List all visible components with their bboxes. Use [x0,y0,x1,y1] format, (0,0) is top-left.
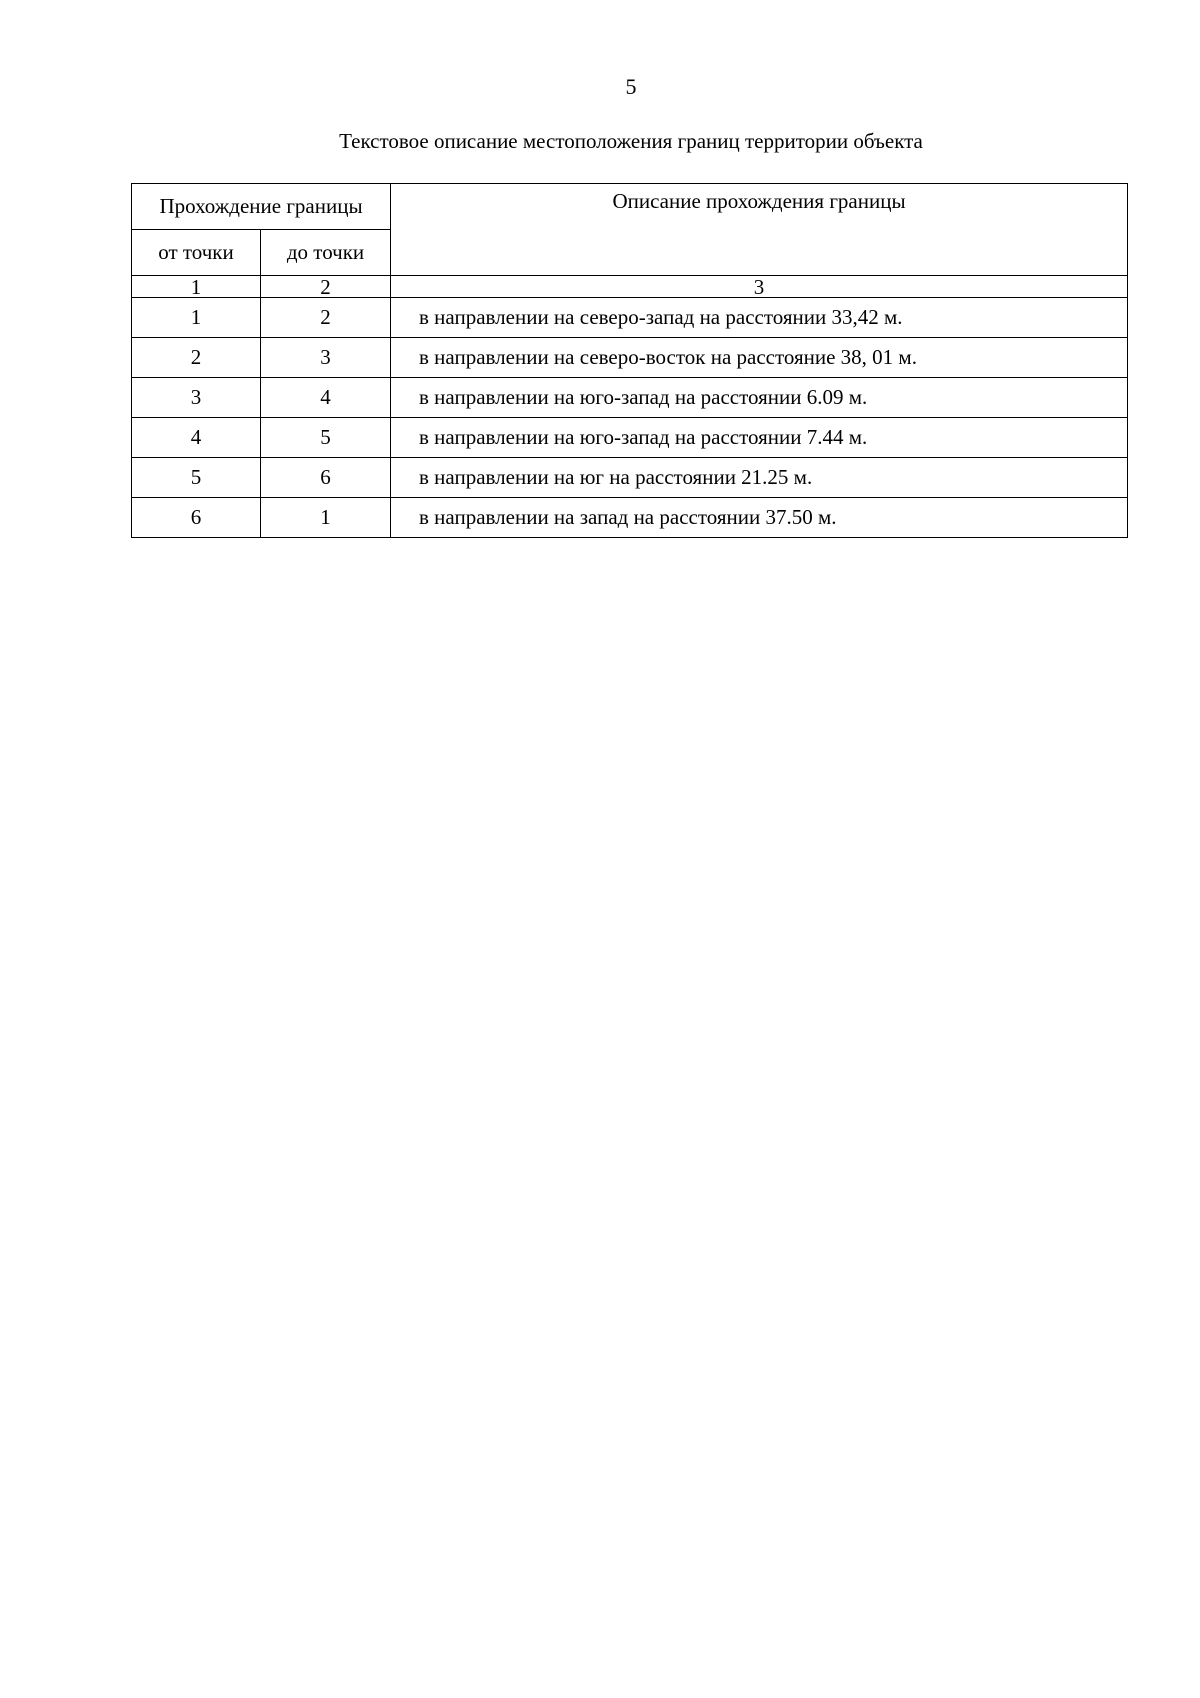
table-row [132,298,1128,338]
description-cell: в направлении на запад на расстоянии 37.50 м. [391,498,1128,538]
to-point-cell: 5 [261,418,391,458]
to-point-cell: 3 [261,338,391,378]
to-point-cell: 4 [261,378,391,418]
header-boundary-passage: Прохождение границы [132,184,391,230]
to-point-cell: 1 [261,498,391,538]
description-cell: в направлении на юго-запад на расстоянии 6.09 м. [391,378,1128,418]
table-row [132,418,1128,458]
description-cell: в направлении на юго-запад на расстоянии 7.44 м. [391,418,1128,458]
header-from-point: от точки [132,230,261,276]
from-point-cell: 4 [132,418,261,458]
table-row [132,458,1128,498]
page-number: 5 [625,74,637,99]
header-to-point: до точки [261,230,391,276]
column-number: 1 [132,276,261,298]
to-point-cell: 6 [261,458,391,498]
from-point-cell: 1 [132,298,261,338]
to-point-cell: 2 [261,298,391,338]
description-cell: в направлении на юг на расстоянии 21.25 м. [391,458,1128,498]
column-number: 3 [391,276,1128,298]
column-number: 2 [261,276,391,298]
table-row [132,498,1128,538]
from-point-cell: 3 [132,378,261,418]
from-point-cell: 5 [132,458,261,498]
description-cell: в направлении на северо-восток на расстояние 38, 01 м. [391,338,1128,378]
column-number-row [132,276,1128,298]
table-row [132,338,1128,378]
table-header-row [132,184,1128,230]
from-point-cell: 2 [132,338,261,378]
header-description: Описание прохождения границы [391,184,1128,276]
table-row [132,378,1128,418]
from-point-cell: 6 [132,498,261,538]
document-title: Текстовое описание местоположения границ территории объекта [339,129,923,153]
boundary-table [131,183,1128,538]
description-cell: в направлении на северо-запад на расстоянии 33,42 м. [391,298,1128,338]
